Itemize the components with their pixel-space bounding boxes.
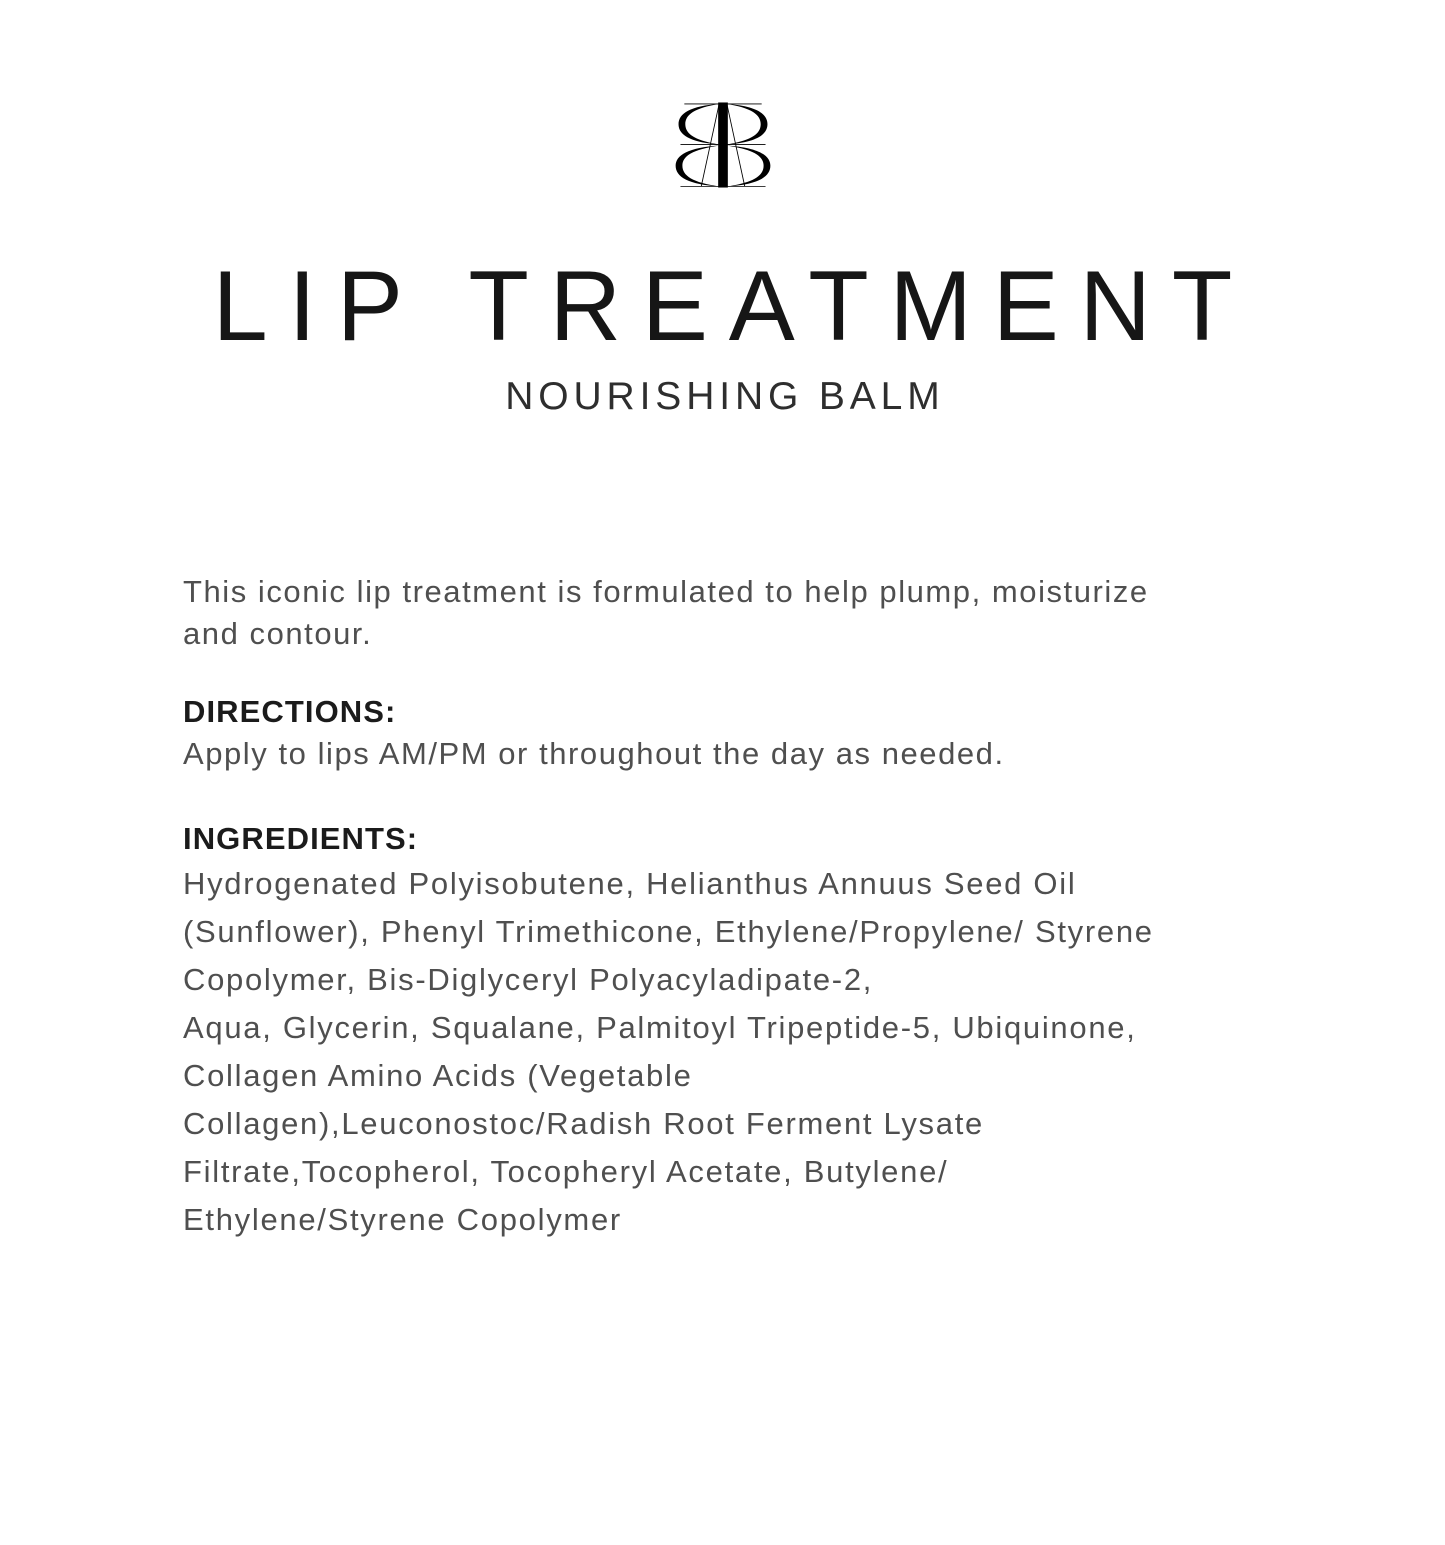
directions-text: Apply to lips AM/PM or throughout the day as needed.: [183, 736, 1005, 771]
ingredients-line: Aqua, Glycerin, Squalane, Palmitoyl Tripeptide-5, Ubiquinone,: [183, 1010, 1137, 1045]
ingredients-line: Hydrogenated Polyisobutene, Helianthus Annuus Seed Oil: [183, 866, 1077, 901]
directions-heading: DIRECTIONS:: [183, 694, 397, 729]
ingredients-line: Collagen),Leuconostoc/Radish Root Ferment Lysate: [183, 1106, 984, 1141]
logo-left-diagonal-hairline: [701, 104, 719, 186]
logo-center-bar: [718, 102, 728, 187]
logo-bottom-left-bowl: [675, 145, 719, 186]
logo-top-right-bowl: [725, 104, 767, 145]
ingredients-line: Filtrate,Tocopherol, Tocopheryl Acetate, Butylene/: [183, 1154, 949, 1189]
product-label-page: [0, 100, 1445, 1545]
ingredients-line: Ethylene/Styrene Copolymer: [183, 1202, 622, 1237]
ingredients-line: Collagen Amino Acids (Vegetable: [183, 1058, 693, 1093]
product-description: [183, 571, 1295, 655]
ingredients-line: (Sunflower), Phenyl Trimethicone, Ethylene/Propylene/ Styrene: [183, 914, 1154, 949]
logo-right-diagonal-hairline: [726, 104, 744, 186]
label-text-content: [0, 571, 1445, 1244]
brand-monogram-logo-icon: [665, 100, 781, 190]
logo-bottom-right-bowl: [725, 145, 769, 186]
product-title: LIP TREATMENT: [212, 250, 1254, 361]
ingredients-line: Copolymer, Bis-Diglyceryl Polyacyladipate-2,: [183, 962, 874, 997]
ingredients-list: [183, 860, 1295, 1244]
description-line: This iconic lip treatment is formulated to help plump, moisturize: [183, 574, 1149, 609]
ingredients-heading: INGREDIENTS:: [183, 821, 419, 856]
description-line: and contour.: [183, 616, 373, 651]
logo-top-left-bowl: [678, 104, 720, 145]
product-subtitle: NOURISHING BALM: [505, 375, 945, 418]
